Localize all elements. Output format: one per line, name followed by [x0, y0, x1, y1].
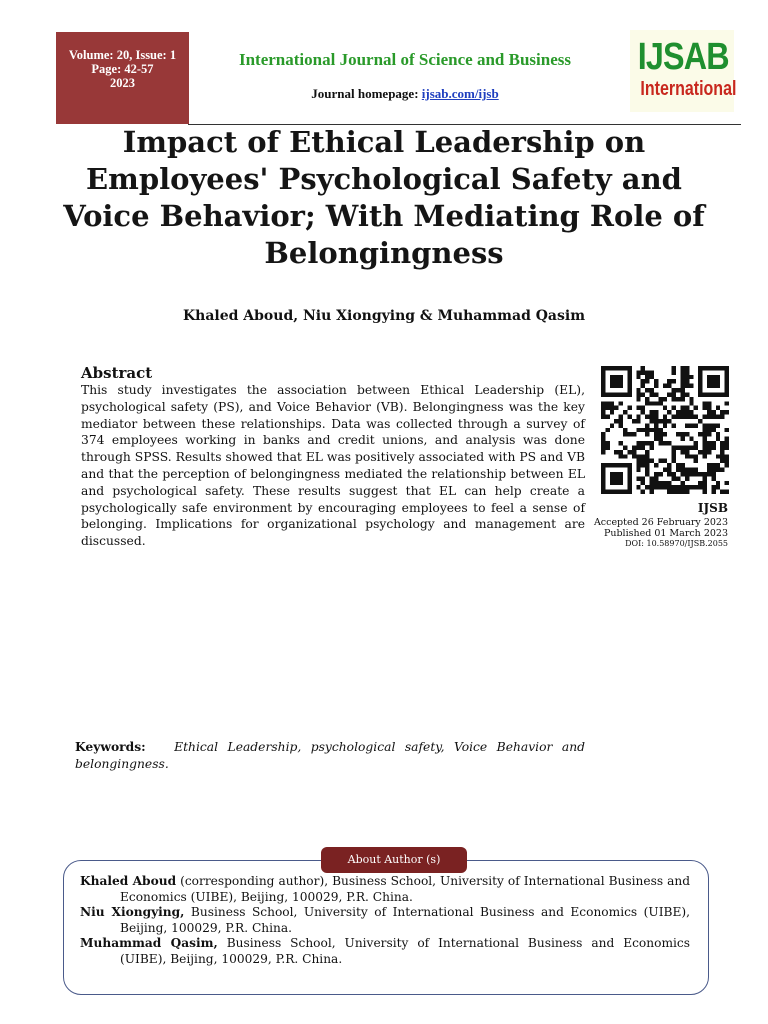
- published-date: Published 01 March 2023: [603, 528, 728, 539]
- author-affiliation: Business School, University of International Business and Economics (UIBE), Beijing, 100029, P.R. China.: [120, 936, 690, 966]
- homepage-label: Journal homepage:: [311, 86, 422, 101]
- author-entry: [80, 905, 690, 936]
- abstract-text: This study investigates the association between Ethical Leadership (EL), psychological safety (PS), and Voice Behavior (VB). Belongingness was the key mediator between these relationships. Data was collected through a survey of 374 employees working in banks and credit unions, and analysis was done through SPSS. Results showed that EL was positively associated with PS and VB and that the perception of belongingness mediated the relationship between EL and psychological safety. These results suggest that EL can help create a psychologically safe environment by encouraging employees to feel a sense of belonging. Implications for organizational psychology and management are discussed.: [81, 383, 585, 549]
- volume-issue-box: [56, 32, 189, 124]
- logo-bottom-text: International: [640, 78, 737, 100]
- keywords: [75, 739, 585, 772]
- logo-top-text: IJSAB: [637, 36, 729, 78]
- author-name: Muhammad Qasim,: [80, 936, 218, 950]
- paper-title: Impact of Ethical Leadership on Employees' Psychological Safety and Voice Behavior; With Mediating Role of Belongingness: [63, 125, 705, 270]
- page-line: Page: 42-57: [91, 62, 154, 76]
- journal-name: International Journal of Science and Business: [238, 50, 571, 69]
- ijsab-logo: [630, 30, 737, 112]
- journal-homepage: [200, 86, 610, 102]
- doi[interactable]: DOI: 10.58970/IJSB.2055: [625, 539, 728, 548]
- author-entry: [80, 874, 690, 905]
- year-line: 2023: [110, 76, 135, 90]
- volume-line: Volume: 20, Issue: 1: [68, 48, 177, 62]
- abstract-heading: Abstract: [81, 364, 153, 382]
- journal-code: IJSB: [697, 501, 728, 515]
- author-affiliation: (corresponding author), Business School, University of International Business and Economics (UIBE), Beijing, 100029, P.R. China.: [120, 874, 690, 904]
- author-name: Khaled Aboud: [80, 874, 177, 888]
- author-name: Niu Xiongying,: [80, 905, 185, 919]
- homepage-link[interactable]: ijsab.com/ijsb: [421, 86, 499, 101]
- qr-code-icon[interactable]: [601, 366, 729, 494]
- keywords-label: Keywords:: [75, 739, 146, 754]
- keywords-text: Ethical Leadership, psychological safety, Voice Behavior and belongingness.: [75, 740, 585, 771]
- paper-authors: Khaled Aboud, Niu Xiongying & Muhammad Qasim: [182, 308, 586, 324]
- about-authors-tab: About Author (s): [321, 847, 467, 873]
- author-affiliation: Business School, University of International Business and Economics (UIBE), Beijing, 100029, P.R. China.: [120, 905, 690, 935]
- author-entry: [80, 936, 690, 967]
- accepted-date: Accepted 26 February 2023: [593, 517, 728, 528]
